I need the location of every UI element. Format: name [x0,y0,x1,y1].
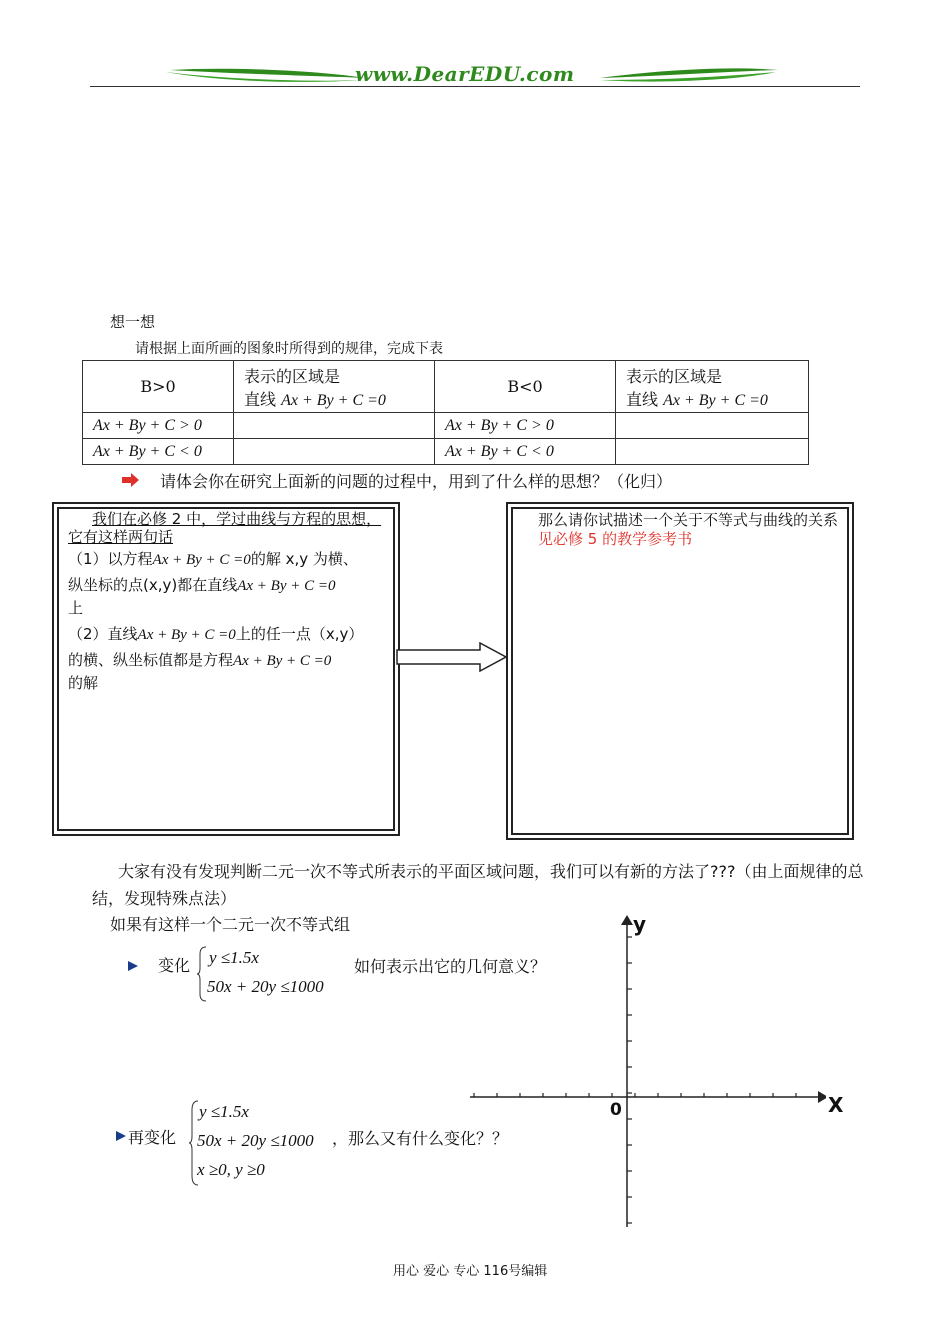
change2-ineq3: x ≥0, y ≥0 [197,1160,265,1179]
blue-triangle-icon [128,961,138,971]
change2-question: ，那么又有什么变化？？ [332,1129,509,1148]
intro-text: 如果有这样一个二元一次不等式组 [110,915,351,934]
left-box-title: 我们在必修 2 中，学过曲线与方程的思想，它有这样两句话 [68,510,382,546]
change1-ineq2: 50x + 20y ≤1000 [207,977,324,996]
rule-table [82,360,809,465]
instruction: 请根据上面所画的图象时所得到的规律，完成下表 [135,341,443,357]
y-axis-label: y [633,912,647,936]
left-box: 我们在必修 2 中，学过曲线与方程的思想，它有这样两句话 （1）以方程Ax + By + C =0的解 x,y 为横、 纵坐标的点(x,y)都在直线Ax + By + C =0 上 （2）直线Ax + By + C =0上的任一点（x,y） 的横、纵坐标值都是方程Ax + By + C =0 的解 [52,502,400,836]
change2-ineq1: y ≤1.5x [199,1102,249,1121]
blank-cell[interactable] [234,413,435,439]
left-box-p1: （1）以方程Ax + By + C =0的解 x,y 为横、 [68,550,358,568]
x-axis-label: X [828,1093,844,1117]
footer: 用心 爱心 专心 116号编辑 [393,1264,548,1279]
change2-ineq2: 50x + 20y ≤1000 [197,1131,314,1150]
red-arrow-icon [122,473,140,487]
question-1: 请体会你在研究上面新的问题的过程中，用到了什么样的思想？（化归） [160,472,673,491]
discovery-paragraph: 大家有没有发现判断二元一次不等式所表示的平面区域问题，我们可以有新的方法了???（由上面规律的总结，发现特殊点法） [92,862,864,908]
origin-label: 0 [610,1100,622,1120]
head-region-left: 表示的区域是 直线 Ax + By + C =0 [234,361,435,413]
hollow-arrow-icon [396,642,510,672]
logo: www.DearEDU.com [355,62,575,86]
header-rule [90,86,860,87]
coordinate-axes [466,915,826,1230]
head-b-negative: B<0 [435,361,616,413]
head-b-positive: B>0 [83,361,234,413]
left-box-p2: （2）直线Ax + By + C =0上的任一点（x,y） [68,625,364,643]
right-box-text: 那么请你试描述一个关于不等式与曲线的关系 [538,511,839,529]
blank-cell[interactable] [616,413,809,439]
change1-label: 变化 [158,956,191,975]
change2-label: 再变化 [128,1128,177,1147]
section-title: 想一想 [110,313,156,331]
blank-cell[interactable] [234,439,435,465]
head-region-right: 表示的区域是 直线 Ax + By + C =0 [616,361,809,413]
right-box-answer: 见必修 5 的教学参考书 [538,530,693,548]
table-row: Ax + By + C > 0 Ax + By + C > 0 [83,413,809,439]
right-box [506,502,854,840]
change1-question: 如何表示出它的几何意义？ [354,957,547,976]
blue-triangle-icon [116,1131,126,1141]
change1-ineq1: y ≤1.5x [209,948,259,967]
table-row: Ax + By + C < 0 Ax + By + C < 0 [83,439,809,465]
blank-cell[interactable] [616,439,809,465]
